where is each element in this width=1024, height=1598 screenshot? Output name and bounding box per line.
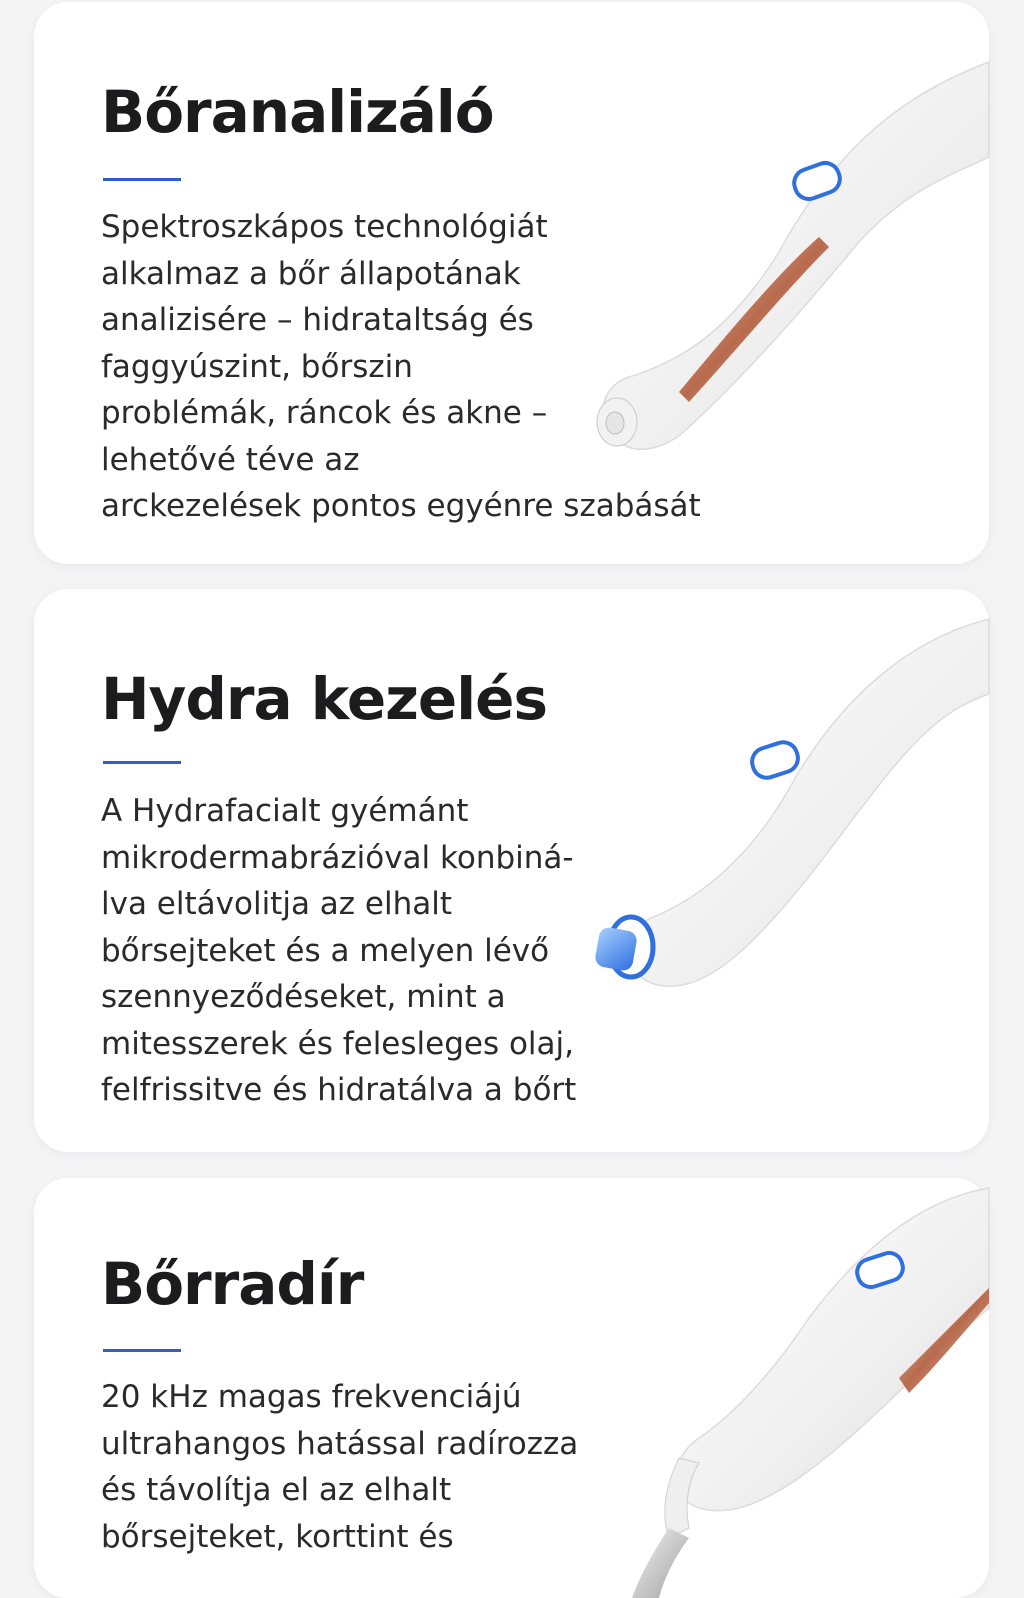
card-description: A Hydrafacialt gyémánt mikrodermabrázióval konbiná- lva eltávolitja az elhalt bőrsejteket és a melyen lévő szennyeződéseket, mint a mitesszerek és felesleges olaj, felfrissitve és hidratálva a bőrt — [101, 793, 577, 1108]
card-title: Hydra kezelés — [101, 665, 547, 733]
card-description: Spektroszkápos technológiát alkalmaz a bőr állapotának analizisére – hidrataltság és faggyúszint, bőrszin problémák, ráncok és akne – lehetővé téve az arckezelések pontos egyénre szabását — [101, 209, 701, 524]
title-divider — [103, 761, 181, 764]
feature-card-skin-scrubber — [34, 1178, 989, 1598]
feature-card-hydra-treatment — [34, 589, 989, 1152]
title-divider — [103, 178, 181, 181]
title-divider — [103, 1349, 181, 1352]
card-title: Bőrradír — [101, 1250, 364, 1318]
feature-card-skin-analyzer — [34, 2, 989, 564]
card-title: Bőranalizáló — [101, 78, 494, 146]
card-description: 20 kHz magas frekvenciájú ultrahangos hatással radírozza és távolítja el az elhalt bőrsejteket, korttint és — [101, 1379, 579, 1555]
